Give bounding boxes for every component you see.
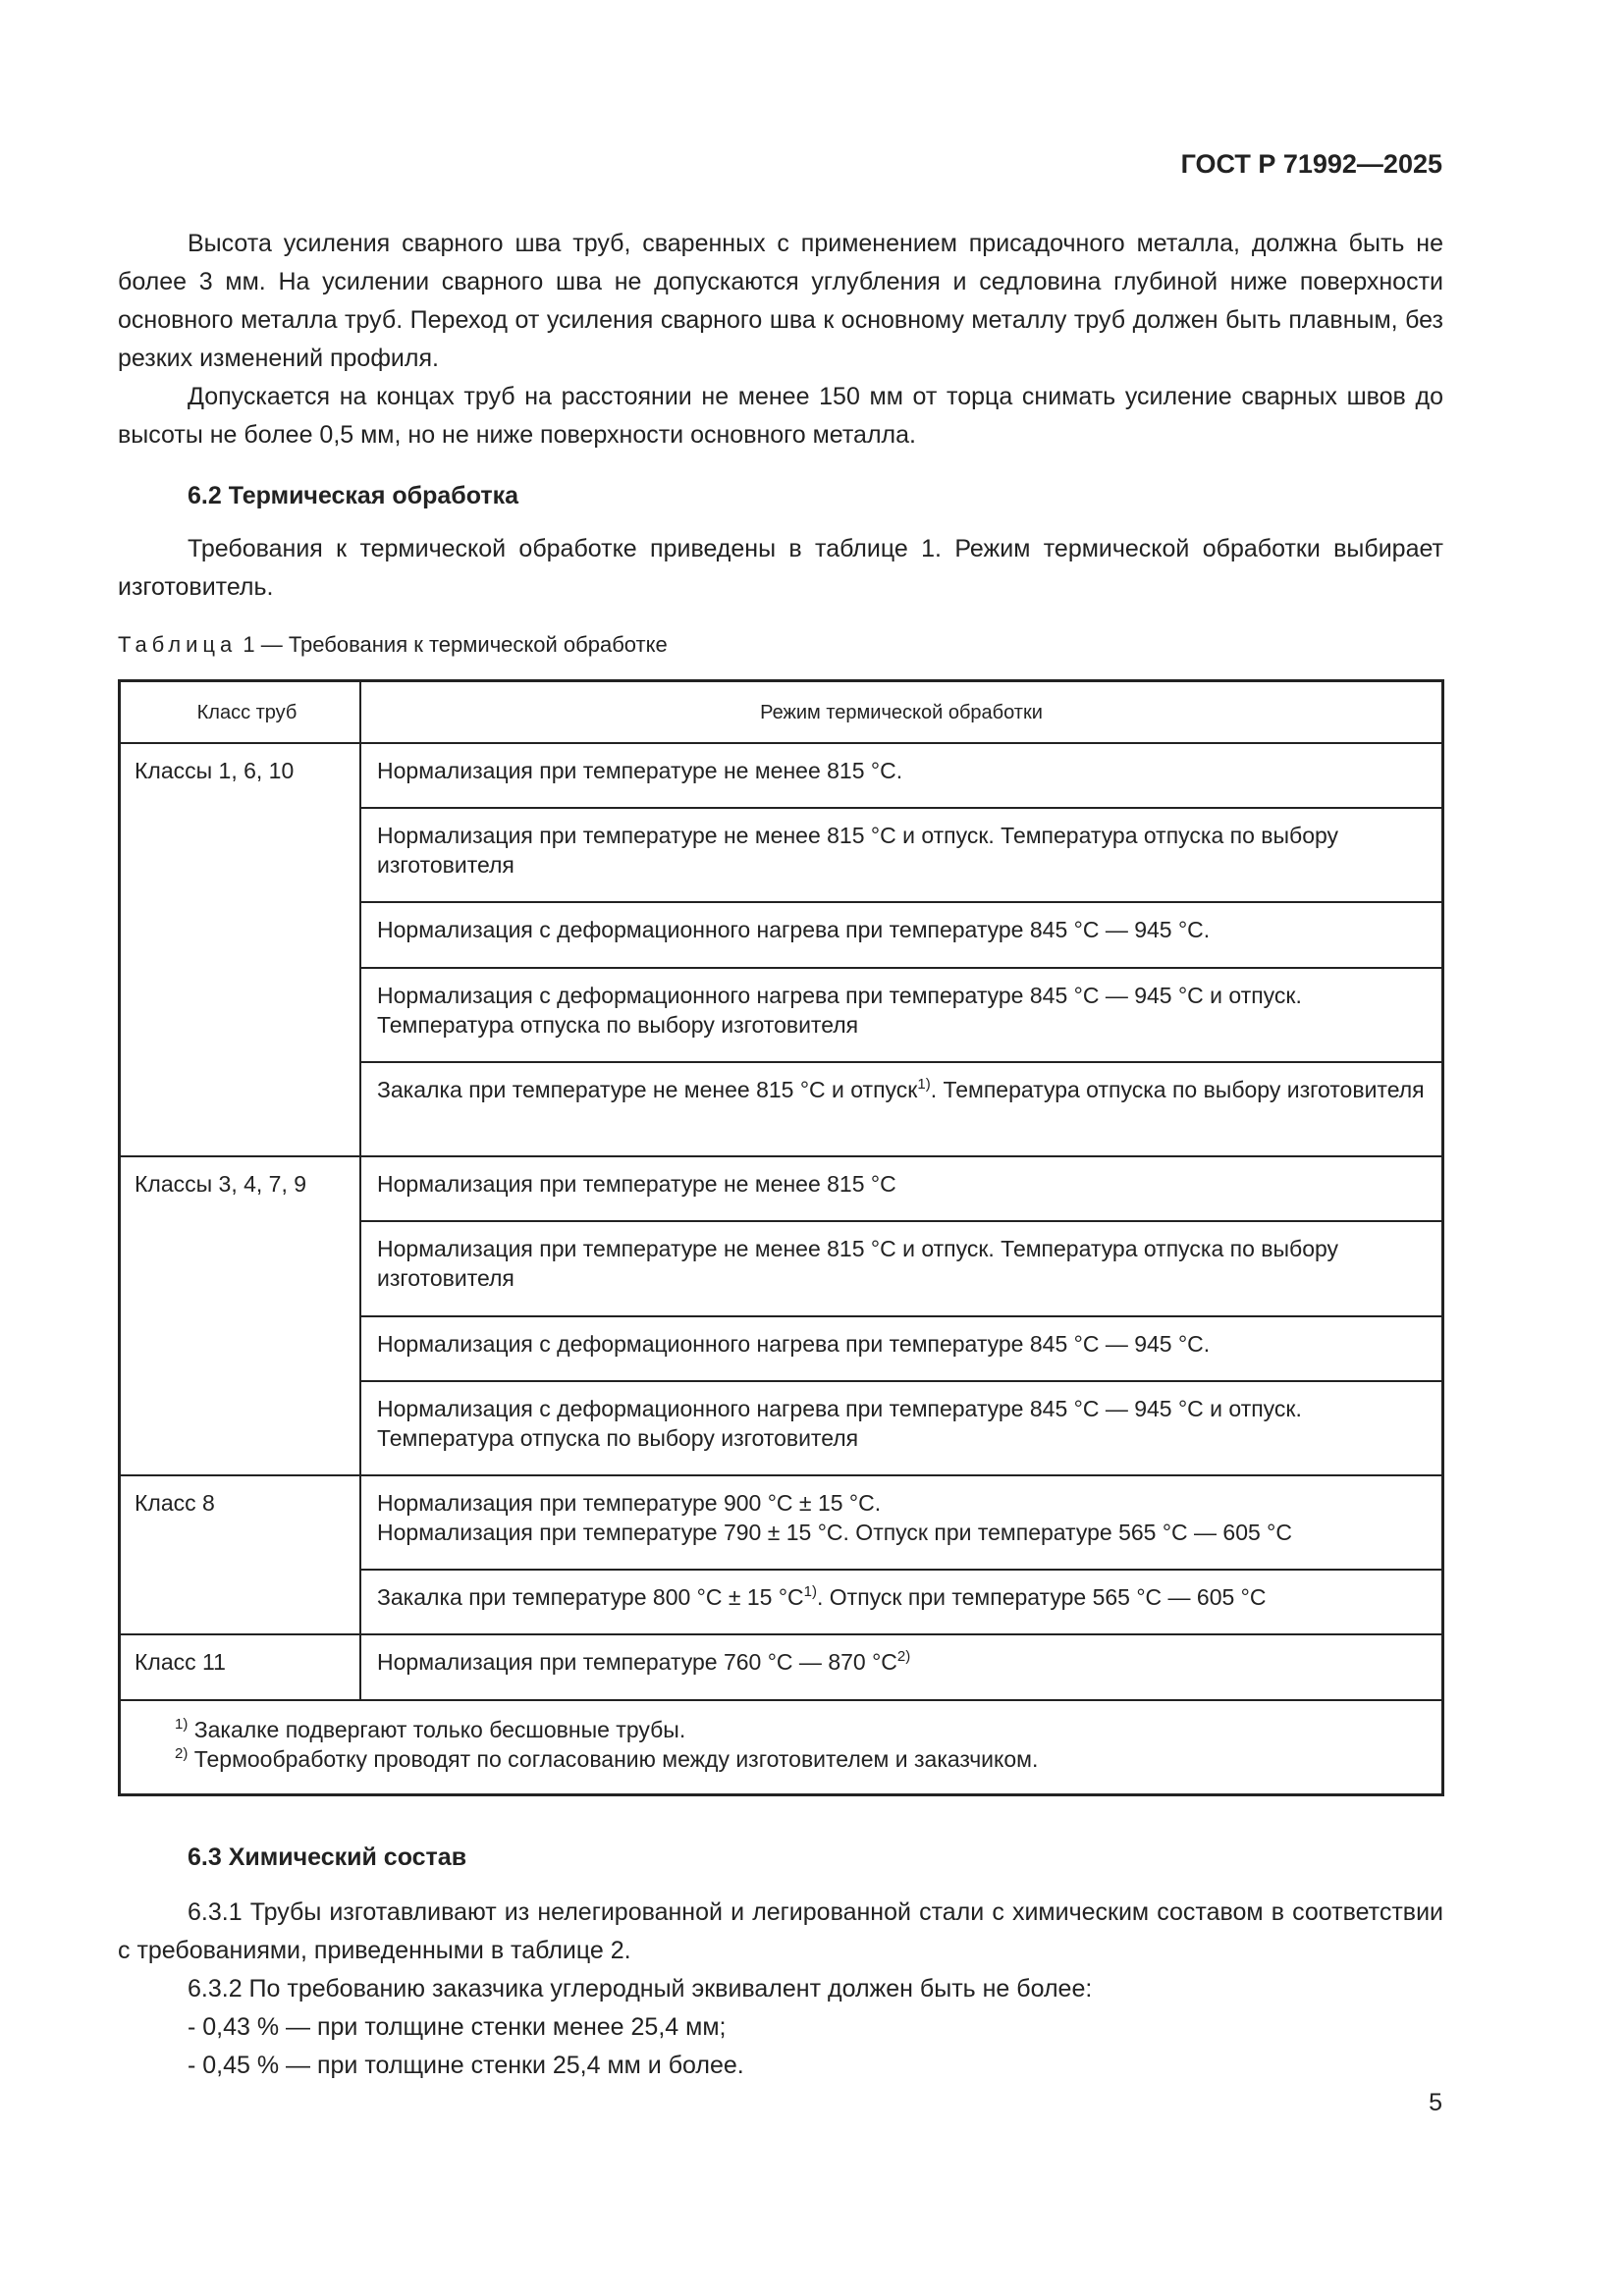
section-heading: 6.3 Химический состав bbox=[188, 1843, 467, 1871]
mode-cell: Нормализация при температуре не менее 815 °С bbox=[360, 1156, 1443, 1221]
caption-label: Таблица bbox=[118, 632, 238, 657]
footnote bbox=[175, 1715, 1441, 1744]
column-header: Режим термической обработки bbox=[360, 681, 1443, 744]
footnotes-row bbox=[120, 1700, 1443, 1795]
column-header: Класс труб bbox=[120, 681, 361, 744]
footnote-mark: 1) bbox=[175, 1716, 189, 1733]
mode-cell: Нормализация с деформационного нагрева при температуре 845 °С — 945 °С и отпуск. Температура отпуска по выбору изготовителя bbox=[360, 1381, 1443, 1475]
table-row bbox=[120, 1156, 1443, 1221]
footnote-text: Термообработку проводят по согласованию между изготовителем и заказчиком. bbox=[188, 1746, 1039, 1772]
table-header-row bbox=[120, 681, 1443, 744]
text: Нормализация при температуре 760 °С — 870 °С bbox=[377, 1649, 897, 1675]
list-item: - 0,45 % — при толщине стенки 25,4 мм и более. bbox=[188, 2052, 744, 2079]
table-row bbox=[120, 743, 1443, 808]
mode-cell bbox=[360, 1475, 1443, 1570]
footnote-ref: 1) bbox=[917, 1076, 931, 1093]
heat-treatment-table bbox=[118, 679, 1444, 1796]
mode-cell bbox=[360, 1062, 1443, 1156]
mode-cell bbox=[360, 1634, 1443, 1700]
mode-cell: Нормализация с деформационного нагрева при температуре 845 °С — 945 °С и отпуск. Температура отпуска по выбору изготовителя bbox=[360, 968, 1443, 1062]
section-heading: 6.2 Термическая обработка bbox=[188, 482, 519, 509]
text: . Температура отпуска по выбору изготовителя bbox=[930, 1077, 1425, 1102]
mode-cell: Нормализация с деформационного нагрева при температуре 845 °С — 945 °С. bbox=[360, 1316, 1443, 1381]
document-id: ГОСТ Р 71992—2025 bbox=[1180, 149, 1442, 179]
paragraph: 6.3.2 По требованию заказчика углеродный эквивалент должен быть не более: bbox=[188, 1975, 1093, 2002]
intro-text bbox=[118, 225, 1443, 454]
paragraph: Требования к термической обработке приведены в таблице 1. Режим термической обработки выбирает изготовитель. bbox=[118, 535, 1443, 601]
footnote-text: Закалке подвергают только бесшовные трубы. bbox=[188, 1717, 686, 1742]
class-cell: Класс 11 bbox=[120, 1634, 361, 1700]
table-row bbox=[120, 1475, 1443, 1570]
footnote-mark: 2) bbox=[175, 1745, 189, 1762]
caption-text: 1 — Требования к термической обработке bbox=[237, 632, 668, 657]
text: Нормализация при температуре 790 ± 15 °С. Отпуск при температуре 565 °С — 605 °С bbox=[377, 1520, 1292, 1545]
class-cell: Класс 8 bbox=[120, 1475, 361, 1634]
footnote bbox=[175, 1744, 1441, 1774]
footnote-ref: 2) bbox=[896, 1648, 911, 1665]
section-6-2-text bbox=[118, 530, 1443, 607]
mode-cell: Нормализация при температуре не менее 815 °С и отпуск. Температура отпуска по выбору изготовителя bbox=[360, 808, 1443, 902]
paragraph: Допускается на концах труб на расстоянии не менее 150 мм от торца снимать усиление сварных швов до высоты не более 0,5 мм, но не ниже поверхности основного металла. bbox=[118, 383, 1443, 449]
class-cell: Классы 3, 4, 7, 9 bbox=[120, 1156, 361, 1475]
text: Закалка при температуре не менее 815 °С и отпуск bbox=[377, 1077, 918, 1102]
paragraph: 6.3.1 Трубы изготавливают из нелегированной и легированной стали с химическим составом в соответствии с требованиями, приведенными в таблице 2. bbox=[118, 1898, 1443, 1964]
mode-cell bbox=[360, 1570, 1443, 1634]
paragraph: Высота усиления сварного шва труб, сваренных с применением присадочного металла, должна быть не более 3 мм. На усилении сварного шва не допускаются углубления и седловина глубиной ниже поверхности основного металла труб. Переход от усиления сварного шва к основному металлу труб должен быть плавным, без резких изменений профиля. bbox=[118, 230, 1443, 372]
table-caption bbox=[118, 631, 668, 659]
section-6-3-text bbox=[118, 1894, 1443, 2085]
mode-cell: Нормализация с деформационного нагрева при температуре 845 °С — 945 °С. bbox=[360, 902, 1443, 968]
text: Нормализация при температуре 900 °С ± 15 °С. bbox=[377, 1490, 882, 1516]
page-number: 5 bbox=[1429, 2089, 1442, 2116]
list-item: - 0,43 % — при толщине стенки менее 25,4 мм; bbox=[188, 2013, 727, 2041]
class-cell: Классы 1, 6, 10 bbox=[120, 743, 361, 1156]
text: Закалка при температуре 800 °С ± 15 °С bbox=[377, 1584, 804, 1610]
mode-cell: Нормализация при температуре не менее 815 °С. bbox=[360, 743, 1443, 808]
footnotes-cell bbox=[120, 1700, 1443, 1795]
table-row bbox=[120, 1634, 1443, 1700]
text: . Отпуск при температуре 565 °С — 605 °С bbox=[817, 1584, 1267, 1610]
footnote-ref: 1) bbox=[803, 1583, 818, 1600]
mode-cell: Нормализация при температуре не менее 815 °С и отпуск. Температура отпуска по выбору изготовителя bbox=[360, 1221, 1443, 1316]
